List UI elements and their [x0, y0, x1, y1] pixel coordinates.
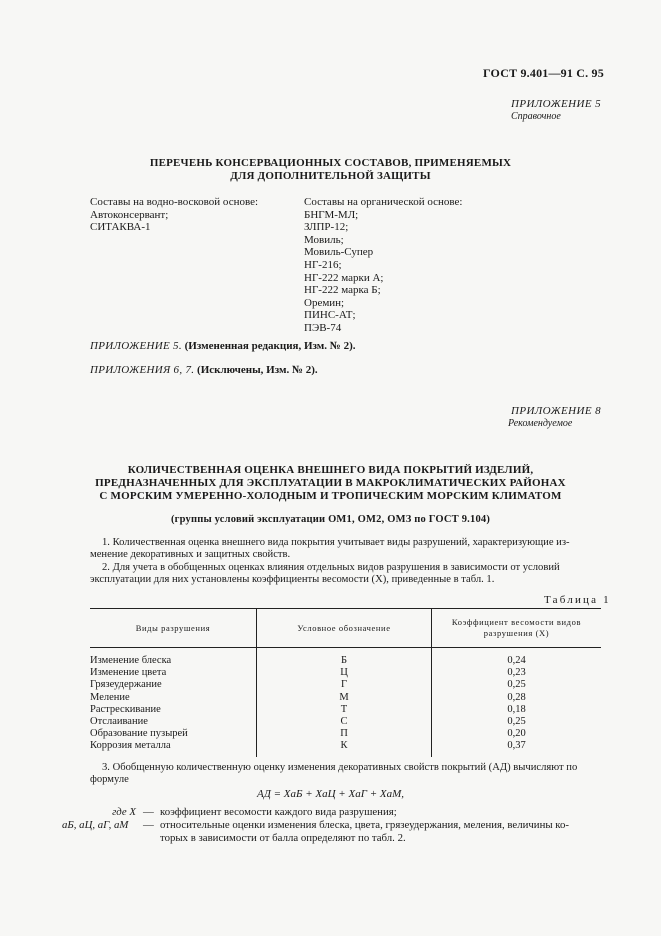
coefficient-cell: 0,37: [507, 740, 526, 752]
definition-text: относительные оценки изменения блеска, цвета, грязеудержания, меления, величины ко-: [160, 819, 569, 831]
list-item: СИТАКВА-1: [90, 221, 151, 234]
organic-list: [304, 196, 462, 335]
definition-dash: —: [143, 819, 154, 831]
damage-type-cell: Отслаивание: [90, 716, 257, 728]
definition-text: коэффициент весомости каждого вида разрушения;: [160, 806, 397, 818]
definition-dash: —: [143, 806, 154, 818]
symbol-cell: М: [257, 692, 432, 704]
damage-type-cell: Изменение цвета: [90, 667, 257, 679]
list-heading: Составы на водно-восковой основе:: [90, 196, 259, 208]
note-appendix5: [90, 340, 356, 352]
damage-type-cell: Растрескивание: [90, 704, 257, 716]
appendix8-kind: Рекомендуемое: [508, 418, 573, 429]
coefficient-cell: 0,24: [507, 655, 526, 666]
appendix8-title-line1: КОЛИЧЕСТВЕННАЯ ОЦЕНКА ВНЕШНЕГО ВИДА ПОКРЫТИЙ ИЗДЕЛИЙ,: [127, 464, 534, 476]
damage-type-cell: Изменение блеска: [90, 648, 257, 668]
damage-type-cell: Грязеудержание: [90, 679, 257, 691]
column-header: Виды разрушения: [90, 609, 257, 648]
paragraph-2: 2. Для учета в обобщенных оценках влияния отдельных видов разрушения в зависимости от условий эксплуатации для них установлены коэффициенты весомости (X), приведенные в табл. 1.: [90, 562, 560, 586]
definition-text: торых в зависимости от балла определяют по табл. 2.: [160, 832, 406, 844]
appendix8-title-line3: С МОРСКИМ УМЕРЕННО-ХОЛОДНЫМ И ТРОПИЧЕСКИМ МОРСКИМ КЛИМАТОМ: [99, 490, 562, 502]
appendix5-title-line2: ДЛЯ ДОПОЛНИТЕЛЬНОЙ ЗАЩИТЫ: [230, 170, 431, 182]
table-row: [90, 679, 601, 691]
table-row: [90, 667, 601, 679]
water-wax-list: [90, 196, 258, 234]
table-row: [90, 704, 601, 716]
paragraph-1: 1. Количественная оценка внешнего вида покрытия учитывает виды разрушений, характеризующие из-менение декоративных и защитных свойств.: [90, 537, 570, 561]
definition-symbol: где X: [112, 806, 136, 818]
table-row: [90, 728, 601, 740]
appendix8-label: ПРИЛОЖЕНИЕ 8: [511, 405, 602, 417]
table-caption: Таблица 1: [544, 594, 611, 606]
list-item: БНГМ-МЛ;: [304, 208, 359, 221]
damage-type-cell: Меление: [90, 692, 257, 704]
symbol-cell: Г: [257, 679, 432, 691]
list-item: Оремин;: [304, 296, 345, 309]
note-italic: ПРИЛОЖЕНИЕ 5.: [90, 340, 182, 352]
table-1: [90, 608, 601, 757]
symbol-cell: Ц: [257, 667, 432, 679]
symbol-cell: Б: [257, 648, 432, 668]
coefficient-cell: 0,18: [507, 703, 526, 715]
appendix8-subtitle: (группы условий эксплуатации ОМ1, ОМ2, ОМЗ по ГОСТ 9.104): [170, 514, 491, 525]
list-item: НГ-222 марки А;: [304, 271, 384, 284]
coefficient-cell: 0,25: [507, 679, 526, 691]
appendix8-title-line2: ПРЕДНАЗНАЧЕННЫХ ДЛЯ ЭКСПЛУАТАЦИИ В МАКРОКЛИМАТИЧЕСКИХ РАЙОНАХ: [95, 477, 566, 489]
coefficient-cell: 0,28: [507, 691, 526, 703]
table-row: [90, 716, 601, 728]
definition-symbol: аБ, аЦ, аГ, аМ: [62, 819, 129, 831]
list-item: НГ-222 марка Б;: [304, 284, 381, 297]
note-italic: ПРИЛОЖЕНИЯ 6, 7.: [90, 364, 195, 376]
list-item: ПЭВ-74: [304, 321, 342, 334]
note-bold: (Исключены, Изм. № 2).: [197, 364, 318, 376]
coefficient-cell: 0,20: [507, 728, 526, 740]
symbol-cell: С: [257, 716, 432, 728]
paragraph-3: 3. Обобщенную количественную оценку изменения декоративных свойств покрытий (АД) вычисляют по формуле: [90, 762, 578, 786]
appendix5-kind: Справочное: [511, 111, 561, 122]
appendix5-title-line1: ПЕРЕЧЕНЬ КОНСЕРВАЦИОННЫХ СОСТАВОВ, ПРИМЕНЯЕМЫХ: [149, 157, 512, 169]
list-item: ЗЛПР-12;: [304, 221, 349, 234]
column-header: Коэффициент весомости видов разрушения (X): [432, 609, 602, 648]
list-item: Мовиль-Супер: [304, 246, 374, 259]
table-row: [90, 740, 601, 756]
list-heading: Составы на органической основе:: [304, 196, 463, 208]
list-item: Автоконсервант;: [90, 208, 169, 221]
coefficient-cell: 0,25: [507, 716, 526, 728]
list-item: ПИНС-АТ;: [304, 309, 356, 322]
table-row: [90, 648, 601, 668]
note-bold: (Измененная редакция, Изм. № 2).: [184, 340, 356, 352]
table-header-row: [90, 609, 601, 648]
formula: АД = ХаБ + ХаЦ + ХаГ + ХаМ,: [256, 788, 405, 800]
coefficient-cell: 0,23: [507, 667, 526, 679]
note-appendix6-7: [90, 364, 318, 376]
appendix5-label: ПРИЛОЖЕНИЕ 5: [511, 98, 602, 110]
list-item: Мовиль;: [304, 233, 344, 246]
column-header: Условное обозначение: [257, 609, 432, 648]
symbol-cell: Т: [257, 704, 432, 716]
list-item: НГ-216;: [304, 258, 342, 271]
damage-type-cell: Образование пузырей: [90, 728, 257, 740]
damage-type-cell: Коррозия металла: [90, 740, 257, 756]
symbol-cell: К: [257, 740, 432, 756]
symbol-cell: П: [257, 728, 432, 740]
page-header: ГОСТ 9.401—91 С. 95: [483, 66, 604, 80]
table-row: [90, 692, 601, 704]
